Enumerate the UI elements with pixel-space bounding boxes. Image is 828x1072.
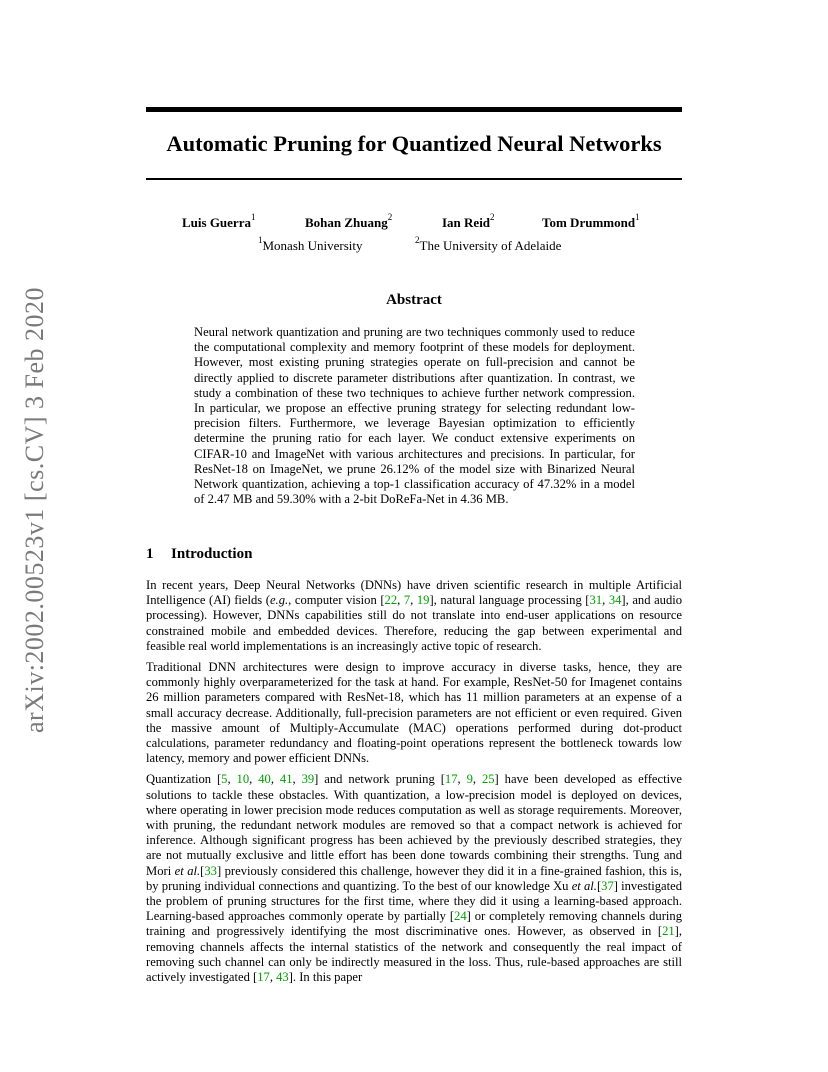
author-list xyxy=(0,212,828,233)
author xyxy=(305,212,393,231)
author xyxy=(542,212,640,231)
affiliation-list xyxy=(0,235,828,256)
text-run: , xyxy=(602,593,609,608)
citation-link[interactable]: 24 xyxy=(454,909,467,924)
citation-link[interactable]: 39 xyxy=(301,772,315,787)
text-run: ], and audio processing). However, DNNs capabilities still do not translate into end-user applications on resource constrained mobile and embedded devices. Therefore, reducing the gap between experimental and feasible real world implementations is an increasingly active topic of research. xyxy=(146,593,683,653)
text-run: ], removing channels affects the internal statistics of the network and consequently the real impact of removing such channel can only be indirectly measured in the loss. Thus, rule-based approaches are still actively investigated [ xyxy=(146,924,682,985)
text-run: ], natural language processing [ xyxy=(429,593,590,608)
abstract-heading: Abstract xyxy=(386,292,442,308)
text-run: , xyxy=(292,772,302,787)
text-run: [ xyxy=(596,878,602,893)
citation-link[interactable]: 25 xyxy=(481,772,495,787)
author-name: Luis Guerra xyxy=(182,215,251,230)
author-name: Ian Reid xyxy=(442,215,491,230)
affiliation-name: Monash University xyxy=(262,238,363,253)
text-run: ] have been developed as effective solutions to tackle these obstacles. With quantization, a low-precision model is deployed on devices, where operating in lower precision mode reduces computation as well as storage requirements. Moreover, with pruning, the redundant network modules are removed so that a compact network is achieved for inference. Although significant progress has been achieved by the previously described strategies, they are not mutually exclusive and little effort has been done towards combining their strengths. Tung and Mori xyxy=(146,772,682,878)
emphasis-text: et al. xyxy=(174,863,201,878)
author-affil-mark: 2 xyxy=(387,212,393,222)
citation-link[interactable]: 7 xyxy=(403,593,411,608)
text-run: , xyxy=(472,772,482,787)
citation-link[interactable]: 31 xyxy=(589,593,603,608)
citation-link[interactable]: 22 xyxy=(384,593,398,608)
text-run: In recent years, Deep Neural Networks (DNNs) have driven scientific research in multiple Artificial Intelligence (AI) fields ( xyxy=(146,578,682,608)
paper-title: Automatic Pruning for Quantized Neural Networks xyxy=(166,131,662,156)
citation-link[interactable]: 17 xyxy=(444,772,458,787)
author-affil-mark: 1 xyxy=(635,212,640,222)
citation-link[interactable]: 10 xyxy=(236,772,250,787)
citation-link[interactable]: 34 xyxy=(608,593,622,608)
text-run: ] or completely removing channels during training and progressively identifying the most discriminative ones. However, as observed in [ xyxy=(146,909,682,939)
author-name: Bohan Zhuang xyxy=(305,215,388,230)
text-run: ] previously considered this challenge, however they did it in a fine-grained fashion, this is, by pruning individual connections and quantizing. To the best of our knowledge Xu xyxy=(146,863,682,893)
affiliation-name: The University of Adelaide xyxy=(419,238,562,253)
section-number: 1 xyxy=(146,546,154,562)
text-run: , xyxy=(410,593,417,608)
arxiv-side-identifier: arXiv:2002.00523v1 [cs.CV] 3 Feb 2020 xyxy=(20,286,49,734)
title-bottom-rule xyxy=(146,178,682,180)
citation-link[interactable]: 9 xyxy=(466,772,473,787)
emphasis-text: e.g. xyxy=(269,593,289,608)
citation-link[interactable]: 17 xyxy=(257,970,270,985)
author-affil-mark: 1 xyxy=(250,212,256,222)
author-affil-mark: 2 xyxy=(490,212,495,222)
affiliation-mark: 2 xyxy=(415,235,420,245)
citation-link[interactable]: 41 xyxy=(279,772,293,787)
citation-link[interactable]: 5 xyxy=(221,772,228,787)
text-run: , xyxy=(249,772,259,787)
affiliation-mark: 1 xyxy=(258,235,263,245)
paragraph xyxy=(146,660,682,766)
text-run: Quantization [ xyxy=(146,772,222,787)
text-run: Traditional DNN architectures were design to improve accuracy in diverse tasks, hence, they are commonly highly overparameterized for the task at hand. For example, ResNet-50 for Imagenet contains 26 million parameters compared with ResNet-18, which has 11 million parameters at an expense of a small accuracy decrease. Additionally, full-precision parameters are not efficient or even required. Given the massive amount of Multiply-Accumulate (MAC) operations performed during dot-product calculations, parameter redundancy and floating-point operations represent the bottleneck towards low latency, memory and power efficient DNNs. xyxy=(146,660,682,766)
text-run: , computer vision [ xyxy=(288,593,385,608)
text-run: ]. In this paper xyxy=(288,970,363,985)
citation-link[interactable]: 21 xyxy=(662,924,675,939)
citation-link[interactable]: 33 xyxy=(204,863,217,878)
paragraph xyxy=(146,578,682,654)
citation-link[interactable]: 19 xyxy=(416,593,430,608)
section-title: Introduction xyxy=(171,546,253,562)
author-name: Tom Drummond xyxy=(542,215,636,230)
citation-link[interactable]: 37 xyxy=(601,878,614,893)
text-run: , xyxy=(457,772,467,787)
citation-link[interactable]: 43 xyxy=(276,970,289,985)
author xyxy=(182,212,256,231)
title-top-rule xyxy=(146,107,682,112)
section-heading xyxy=(146,546,252,563)
text-run: , xyxy=(227,772,237,787)
text-run: , xyxy=(397,593,404,608)
paragraph xyxy=(146,772,682,985)
text-run: [ xyxy=(200,863,205,878)
citation-link[interactable]: 40 xyxy=(258,772,271,787)
author xyxy=(442,212,495,231)
text-run: ] and network pruning [ xyxy=(314,772,445,787)
affiliation xyxy=(415,235,562,254)
text-run: , xyxy=(269,970,277,985)
text-run: , xyxy=(270,772,280,787)
abstract-text: Neural network quantization and pruning are two techniques commonly used to reduce the computational complexity and memory footprint of these models for deployment. However, most existing pruning strategies operate on full-precision and cannot be directly applied to discrete parameter distributions after quantization. In contrast, we study a combination of these two techniques to achieve further network compression. In particular, we propose an effective pruning strategy for selecting redundant low-precision filters. Furthermore, we leverage Bayesian optimization to efficiently determine the pruning ratio for each layer. We conduct extensive experiments on CIFAR-10 and ImageNet with various architectures and precisions. In particular, for ResNet-18 on ImageNet, we prune 26.12% of the model size with Binarized Neural Network quantization, achieving a top-1 classification accuracy of 47.32% in a model of 2.47 MB and 59.30% with a 2-bit DoReFa-Net in 4.36 MB. xyxy=(194,325,635,507)
text-run: ] investigated the problem of pruning structures for the first time, where they did it using a learning-based approach. Learning-based approaches commonly operate by partially [ xyxy=(146,878,682,924)
emphasis-text: et al. xyxy=(571,878,597,893)
body-text xyxy=(146,578,682,991)
affiliation xyxy=(258,235,363,254)
